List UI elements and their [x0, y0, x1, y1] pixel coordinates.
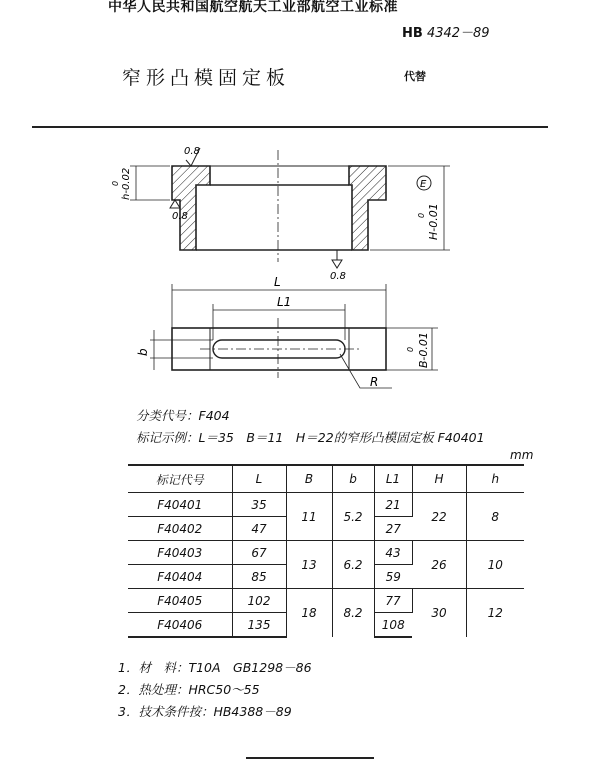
cell-L: 47 — [232, 517, 286, 541]
dim-R — [340, 354, 392, 388]
roughness-top: 0.8 — [184, 146, 200, 157]
cell-L: 102 — [232, 589, 286, 613]
tol-H-zero: 0 — [417, 212, 426, 218]
standard-prefix: HB — [402, 26, 423, 41]
cell-L1: 108 — [374, 613, 412, 638]
cell-L1: 27 — [374, 517, 412, 541]
table-header-row — [128, 465, 524, 493]
dim-b — [150, 330, 213, 370]
marking-example: 标记示例：L＝35 B＝11 H＝22的窄形凸模固定板 F40401 — [136, 430, 485, 445]
cell-L1: 21 — [374, 493, 412, 517]
roughness-left: 0.8 — [172, 211, 188, 222]
tol-B-zero: 0 — [406, 346, 415, 352]
table-row — [128, 493, 524, 517]
cell-B: 13 — [286, 541, 332, 589]
col-header-L1: L1 — [374, 465, 412, 493]
cell-h: 12 — [487, 606, 503, 620]
tol-B-label: B-0.01 — [417, 332, 430, 368]
cell-code: F40405 — [128, 589, 232, 613]
cell-code: F40401 — [128, 493, 232, 517]
cell-h: 10 — [466, 541, 524, 589]
note-material: 1．材 料：T10A GB1298－86 — [118, 660, 312, 675]
roughness-bottom-icon — [332, 250, 342, 268]
classification-code: 分类代号：F404 — [136, 408, 230, 423]
cell-code: F40403 — [128, 541, 232, 565]
col-header-B: B — [286, 465, 332, 493]
dim-b-label: b — [136, 348, 150, 356]
cell-L1: 59 — [374, 565, 412, 589]
circle-mark: E — [420, 179, 427, 190]
spec-table — [128, 464, 524, 638]
cell-L1: 77 — [374, 589, 412, 613]
cell-L: 135 — [232, 613, 286, 638]
cell-code: F40402 — [128, 517, 232, 541]
dim-R-label: R — [370, 375, 379, 389]
cell-code: F40404 — [128, 565, 232, 589]
col-header-h: h — [466, 465, 524, 493]
footer-divider — [246, 757, 374, 759]
table-row — [128, 541, 524, 565]
plan-view — [172, 318, 386, 378]
organization-header: 中华人民共和国航空航天工业部航空工业标准 — [108, 0, 398, 15]
table-row — [128, 589, 524, 613]
cell-L: 35 — [232, 493, 286, 517]
col-header-b: b — [332, 465, 374, 493]
section-view — [172, 150, 386, 262]
standard-code: 4342－89 — [426, 26, 490, 41]
col-header-code: 标记代号 — [128, 465, 232, 493]
dim-h — [130, 166, 170, 200]
cell-H: 30 — [412, 589, 466, 638]
roughness-left-icon — [170, 200, 180, 208]
note-heat-treatment: 2．热处理：HRC50～55 — [118, 682, 260, 697]
cell-L: 85 — [232, 565, 286, 589]
roughness-bottom: 0.8 — [330, 271, 346, 282]
cell-L: 67 — [232, 541, 286, 565]
replaces-label: 代替 — [404, 70, 426, 83]
cell-code: F40406 — [128, 613, 232, 638]
cell-B: 11 — [286, 493, 332, 541]
tol-H-label: H-0.01 — [427, 203, 440, 240]
cell-b: 5.2 — [332, 493, 374, 541]
col-header-L: L — [232, 465, 286, 493]
cell-B: 18 — [286, 589, 332, 638]
col-header-H: H — [412, 465, 466, 493]
cell-h: 8 — [466, 493, 524, 541]
tol-h-zero: 0 — [111, 180, 120, 186]
note-technical-conditions: 3．技术条件按：HB4388－89 — [118, 704, 292, 719]
tol-h-label: h-0.02 — [121, 167, 132, 200]
dim-L-label: L — [274, 275, 281, 289]
cell-b: 6.2 — [332, 541, 374, 589]
cell-b: 8.2 — [332, 589, 374, 638]
cell-H: 22 — [412, 493, 466, 541]
cell-H: 26 — [412, 541, 466, 589]
dim-L1-label: L1 — [277, 295, 292, 309]
right-section-wall — [349, 166, 386, 250]
cell-L1: 43 — [374, 541, 412, 565]
dim-L1 — [213, 304, 345, 340]
unit-label: mm — [510, 448, 534, 462]
page-title: 窄形凸模固定板 — [122, 67, 291, 89]
